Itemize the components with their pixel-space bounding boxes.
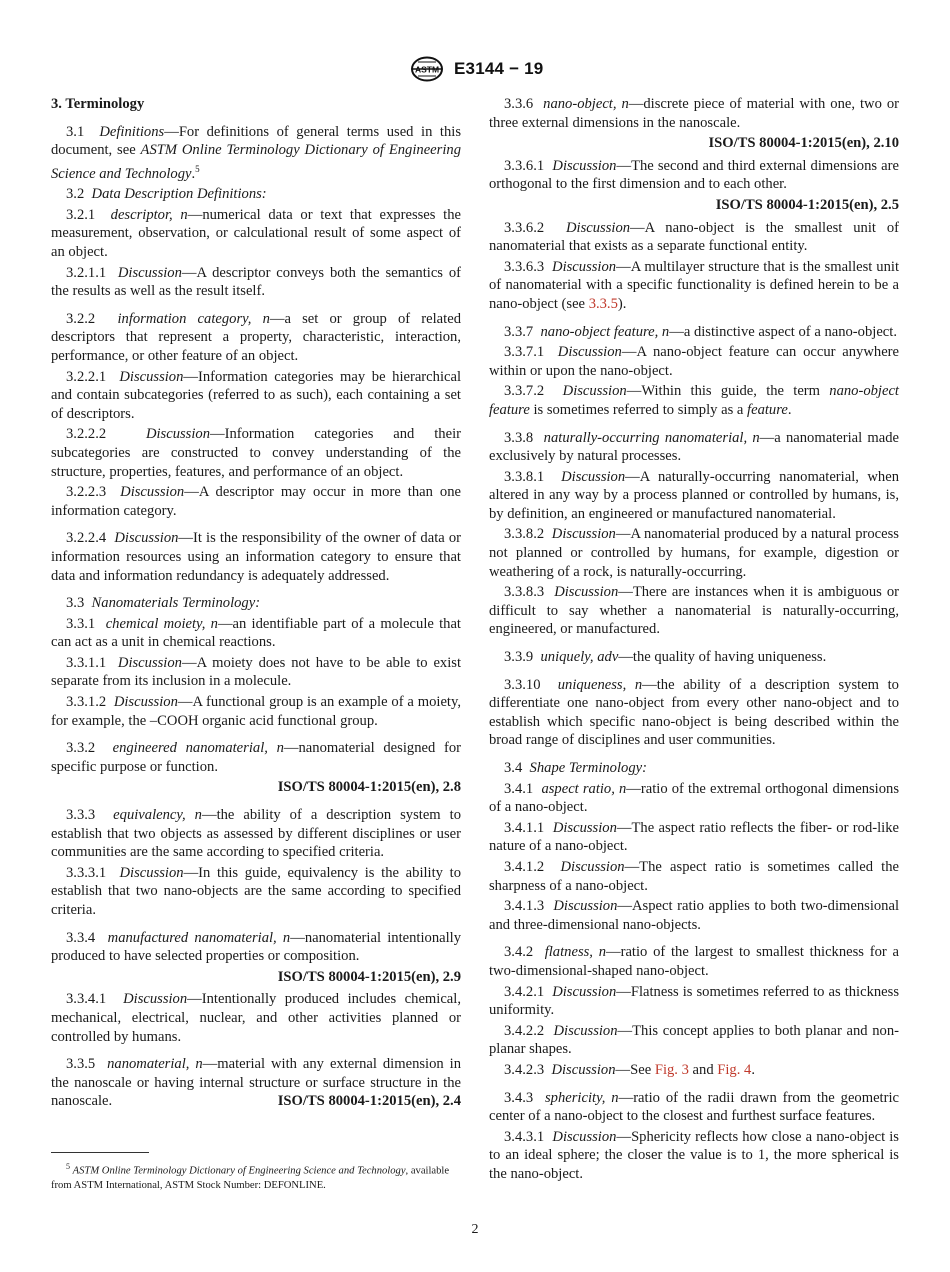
figure-link[interactable]: Fig. 3 [654, 1061, 689, 1078]
iso-reference: ISO/TS 80004-1:2015(en), 2.4 [277, 1093, 461, 1110]
clause-3-2-2-1: 3.2.2.1 Discussion—Information categories may be hierarchical and contain subcategories (referred to as such), each containing a set of descriptors. [51, 368, 462, 422]
clause-3-3-4: 3.3.4 manufactured nanomaterial, n—nanomaterial intentionally produced to have selected properties or composition. [51, 929, 462, 965]
clause-3-3-9: 3.3.9 uniquely, adv—the quality of having uniqueness. [504, 649, 827, 666]
clause-3-4-1-1: 3.4.1.1 Discussion—The aspect ratio reflects the fiber- or rod-like nature of a nano-object. [489, 819, 899, 855]
clause-3-4-1-2: 3.4.1.2 Discussion—The aspect ratio is sometimes called the sharpness of a nano-object. [489, 858, 900, 894]
page-number: 2 [471, 1222, 479, 1237]
standard-designation: E3144 − 19 [454, 59, 544, 78]
clause-3-3-8-3: 3.3.8.3 Discussion—There are instances when it is ambiguous or difficult to say whether a nanomaterial is naturally-occurring, engineered, or manufactured. [489, 584, 899, 638]
iso-reference: ISO/TS 80004-1:2015(en), 2.10 [708, 135, 899, 152]
clause-3-3-7: 3.3.7 nano-object feature, n—a distinctive aspect of a nano-object. [504, 323, 897, 340]
iso-reference: ISO/TS 80004-1:2015(en), 2.5 [715, 196, 899, 213]
clause-3-4-3-1: 3.4.3.1 Discussion—Sphericity reflects how close a nano-object is to an ideal sphere; the closer the value is to 1, the more spherical is the nano-object. [489, 1128, 899, 1182]
clause-3-3-7-2: 3.3.7.2 Discussion—Within this guide, the term nano-object feature is sometimes referred to simply as a feature. [489, 383, 899, 418]
clause-3-3-10: 3.3.10 uniqueness, n—the ability of a description system to differentiate one nano-object from every other nano-object and to establish which specific nano-object is being described within the broad range of disciplines and user communities. [489, 676, 899, 749]
clause-3-3-5: 3.3.5 nanomaterial, n—material with any external dimension in the nanoscale or having internal structure or surface structure in the nanoscale. ISO/TS 80004-1:2015(en), 2.4 [51, 1056, 462, 1110]
astm-logo-icon [409, 56, 445, 82]
clause-3-3-6: 3.3.6 nano-object, n—discrete piece of material with one, two or three external dimensions in the nanoscale. [489, 96, 899, 131]
footnote: $^5$ ASTM Online Terminology Dictionary of Engineering Science and Technology, available from ASTM International, ASTM Stock Number: DEFONLINE. [51, 1162, 450, 1191]
clause-3-3-8: 3.3.8 naturally-occurring nanomaterial, n—a nanomaterial made exclusively by natural processes. [489, 429, 900, 465]
document-header [0, 56, 950, 84]
clause-3-2: 3.2 Data Description Definitions: [66, 186, 267, 203]
iso-reference: ISO/TS 80004-1:2015(en), 2.9 [277, 968, 461, 985]
clause-3-2-2-3: 3.2.2.3 Discussion—A descriptor may occur in more than one information category. [51, 484, 461, 519]
clause-3-4-3: 3.4.3 sphericity, n—ratio of the radii drawn from the geometric center of a nano-object to the closest and furthest surface features. [489, 1089, 899, 1125]
footnote-divider [51, 1152, 149, 1153]
clause-3-2-2: 3.2.2 information category, n—a set or group of related descriptors that represent a property, characteristic, interaction, performance, or other feature of an object. [51, 310, 461, 364]
clause-3-3: 3.3 Nanomaterials Terminology: [66, 595, 261, 612]
clause-3-2-1: 3.2.1 descriptor, n—numerical data or text that expresses the measurement, observation, or calculational result of some aspect of an object. [51, 206, 462, 261]
clause-3-2-1-1: 3.2.1.1 Discussion—A descriptor conveys both the semantics of the results as well as the result itself. [51, 264, 461, 300]
clause-3-2-2-2: 3.2.2.2 Discussion—Information categories and their subcategories are constructed to convey understanding of the structure, properties, features, and performance of an object. [51, 426, 461, 480]
figure-link[interactable]: Fig. 4 [717, 1061, 752, 1078]
clause-3-3-6-1: 3.3.6.1 Discussion—The second and third external dimensions are orthogonal to the first dimension and to each other. [489, 157, 899, 193]
cross-reference-link[interactable]: 3.3.5 [588, 295, 618, 312]
section-title: 3. Terminology [51, 96, 145, 112]
clause-3-4-2: 3.4.2 flatness, n—ratio of the largest to smallest thickness for a two-dimensional-shaped nano-object. [489, 944, 899, 979]
clause-3-3-1-2: 3.3.1.2 Discussion—A functional group is an example of a moiety, for example, the –COOH organic acid functional group. [51, 694, 461, 729]
clause-3-4: 3.4 Shape Terminology: [504, 760, 647, 776]
clause-3-3-1: 3.3.1 chemical moiety, n—an identifiable part of a molecule that can act as a unit in chemical reactions. [51, 615, 461, 651]
clause-3-3-4-1: 3.3.4.1 Discussion—Intentionally produced includes chemical, mechanical, electrical, nuclear, and other activities planned or controlled by humans. [51, 991, 461, 1045]
left-column [51, 95, 461, 1113]
clause-3-3-8-1: 3.3.8.1 Discussion—A naturally-occurring nanomaterial, when altered in any way by a process planned or controlled by humans, is, by definition, an engineered or manufactured nanomaterial. [489, 468, 899, 522]
clause-3-4-1-3: 3.4.1.3 Discussion—Aspect ratio applies to both two-dimensional and three-dimensional nano-objects. [489, 898, 899, 933]
clause-3-3-3-1: 3.3.3.1 Discussion—In this guide, equivalency is the ability to establish that two nano-objects are the same according to specified criteria. [51, 864, 461, 919]
astm-logo-text: ASTM [414, 64, 440, 75]
clause-3-3-7-1: 3.3.7.1 Discussion—A nano-object feature can occur anywhere within or upon the nano-object. [489, 344, 900, 379]
clause-3-3-8-2: 3.3.8.2 Discussion—A nanomaterial produced by a natural process not planned or controlled by humans, for example, digestion or weathering of a rock, is naturally-occurring. [489, 526, 899, 580]
clause-3-3-6-3: 3.3.6.3 Discussion—A multilayer structure that is the smallest unit of nanomaterial with a specific functionality is defined herein to be a nano-object (see 3.3.5). [489, 258, 900, 312]
clause-3-2-2-4: 3.2.2.4 Discussion—It is the responsibility of the owner of data or information resources using an information category to ensure that data and information redundancy is adequately addressed. [51, 530, 461, 584]
clause-3-4-2-1: 3.4.2.1 Discussion—Flatness is sometimes referred to as thickness uniformity. [489, 983, 900, 1019]
clause-3-4-2-2: 3.4.2.2 Discussion—This concept applies to both planar and non-planar shapes. [489, 1022, 900, 1058]
clause-3-1: 3.1 Definitions—For definitions of general terms used in this document, see ASTM Online Terminology Dictionary of Engineering Science and Technology.$^5$ [51, 123, 462, 182]
clause-3-3-6-2: 3.3.6.2 Discussion—A nano-object is the smallest unit of nanomaterial that exists as a separate functional entity. [489, 219, 900, 255]
clause-3-3-1-1: 3.3.1.1 Discussion—A moiety does not have to be able to exist separate from its inclusion in a molecule. [51, 654, 462, 690]
clause-3-3-3: 3.3.3 equivalency, n—the ability of a description system to establish that two objects as assessed by different disciplines or user communities are the same according to specified criteria. [51, 807, 461, 861]
right-column [489, 95, 899, 1185]
clause-3-4-2-3: 3.4.2.3 Discussion—See Fig. 3 and Fig. 4. [504, 1061, 755, 1078]
clause-3-4-1: 3.4.1 aspect ratio, n—ratio of the extremal orthogonal dimensions of a nano-object. [489, 780, 899, 816]
iso-reference: ISO/TS 80004-1:2015(en), 2.8 [277, 779, 461, 796]
clause-3-3-2: 3.3.2 engineered nanomaterial, n—nanomaterial designed for specific purpose or function. [51, 740, 461, 775]
